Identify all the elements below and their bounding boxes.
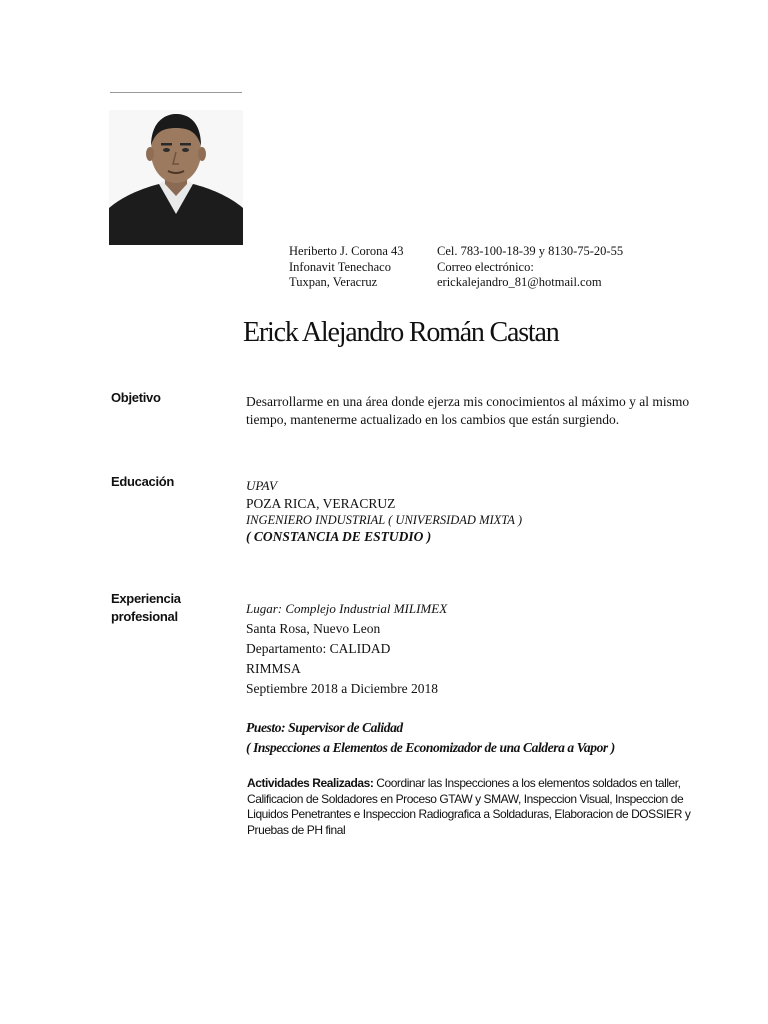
objetivo-line-2: tiempo, mantenerme actualizado en los cambios que están surgiendo.	[246, 412, 620, 427]
postal-address	[289, 244, 404, 291]
contact-phone: Cel. 783-100-18-39 y 8130-75-20-55	[437, 244, 624, 258]
objetivo-line-1: Desarrollarme en una área donde ejerza mis conocimientos al máximo y al mismo	[246, 394, 690, 409]
section-label-objetivo: Objetivo	[111, 390, 161, 405]
section-label-educacion: Educación	[111, 474, 175, 489]
experience-location: Lugar: Complejo Industrial MILIMEX	[246, 601, 448, 616]
activities-line-3: Liquidos Penetrantes e Inspeccion Radiografica a Soldaduras, Elaboracion de DOSSIER y	[247, 807, 691, 821]
contact-email: erickalejandro_81@hotmail.com	[437, 275, 602, 289]
education-school: UPAV	[246, 478, 277, 493]
address-colony: Infonavit Tenechaco	[289, 259, 391, 274]
experience-position: Puesto: Supervisor de Calidad	[246, 720, 403, 735]
profile-photo	[109, 110, 243, 245]
contact-email-label: Correo electrónico:	[437, 259, 534, 274]
objetivo-text	[246, 393, 689, 429]
candidate-name: Erick Alejandro Román Castan	[243, 317, 559, 348]
section-label-experiencia	[111, 590, 181, 626]
experiencia-label-line-1: Experiencia	[111, 591, 181, 606]
experience-city: Santa Rosa, Nuevo Leon	[246, 621, 381, 636]
activities-line-4: Pruebas de PH final	[247, 822, 346, 837]
photo-top-rule	[110, 92, 242, 93]
address-street: Heriberto J. Corona 43	[289, 244, 404, 258]
contact-info	[437, 244, 623, 291]
profile-photo-illustration	[109, 110, 243, 245]
experiencia-label-line-2: profesional	[111, 609, 178, 624]
experience-position-block	[246, 718, 615, 758]
address-city: Tuxpan, Veracruz	[289, 275, 378, 289]
education-status: ( CONSTANCIA DE ESTUDIO )	[246, 529, 432, 544]
experience-period: Septiembre 2018 a Diciembre 2018	[246, 681, 438, 696]
activities-label: Actividades Realizadas:	[247, 776, 374, 790]
experience-company: RIMMSA	[246, 661, 301, 676]
education-place: POZA RICA, VERACRUZ	[246, 496, 396, 511]
education-degree: INGENIERO INDUSTRIAL ( UNIVERSIDAD MIXTA )	[246, 513, 523, 527]
activities-line-2: Calificacion de Soldadores en Proceso GTAW y SMAW, Inspeccion Visual, Inspeccion de	[247, 791, 684, 806]
experience-department: Departamento: CALIDAD	[246, 641, 391, 656]
educacion-details	[246, 477, 522, 546]
activities-line-1: Coordinar las Inspecciones a los elementos soldados en taller,	[373, 776, 681, 790]
experience-activities	[247, 776, 712, 838]
experiencia-details	[246, 599, 447, 699]
experience-description: ( Inspecciones a Elementos de Economizador de una Caldera a Vapor )	[246, 740, 615, 755]
